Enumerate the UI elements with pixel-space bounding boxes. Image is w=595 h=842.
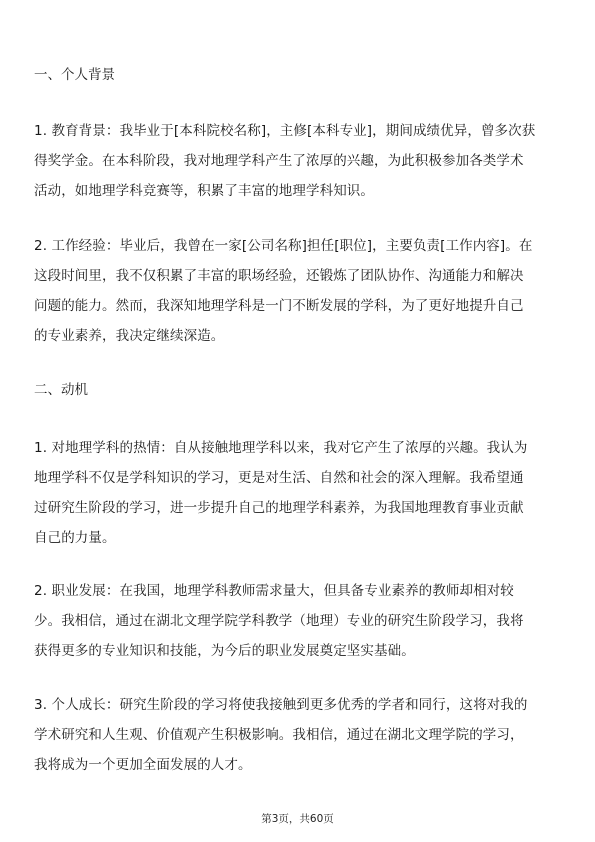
paragraph-passion-for-geography	[34, 433, 562, 553]
paragraph-line: 2. 职业发展：在我国，地理学科教师需求量大，但具备专业素养的教师却相对较	[34, 583, 514, 599]
paragraph-work-experience	[34, 231, 562, 351]
paragraph-line: 的专业素养，我决定继续深造。	[34, 328, 225, 344]
paragraph-line: 自己的力量。	[34, 530, 116, 546]
paragraph-personal-growth	[34, 690, 562, 780]
section-heading-motivation: 二、动机	[34, 382, 88, 398]
paragraph-line: 这段时间里，我不仅积累了丰富的职场经验，还锻炼了团队协作、沟通能力和解决	[34, 268, 524, 284]
paragraph-line: 1. 教育背景：我毕业于[本科院校名称]，主修[本科专业]，期间成绩优异，曾多次获	[34, 123, 536, 139]
page-number-footer: 第3页，共60页	[261, 813, 334, 825]
paragraph-line: 得奖学金。在本科阶段，我对地理学科产生了浓厚的兴趣，为此积极参加各类学术	[34, 153, 524, 169]
paragraph-line: 地理学科不仅是学科知识的学习，更是对生活、自然和社会的深入理解。我希望通	[34, 470, 524, 486]
section-heading-personal-background: 一、个人背景	[34, 67, 115, 83]
paragraph-career-development	[34, 576, 562, 666]
paragraph-line: 问题的能力。然而，我深知地理学科是一门不断发展的学科，为了更好地提升自己	[34, 298, 524, 314]
paragraph-line: 少。我相信，通过在湖北文理学院学科教学（地理）专业的研究生阶段学习，我将	[34, 613, 524, 629]
paragraph-line: 我将成为一个更加全面发展的人才。	[34, 757, 252, 773]
paragraph-line: 学术研究和人生观、价值观产生积极影响。我相信，通过在湖北文理学院的学习，	[34, 727, 524, 743]
paragraph-line: 获得更多的专业知识和技能，为今后的职业发展奠定坚实基础。	[34, 643, 415, 659]
paragraph-line: 2. 工作经验：毕业后，我曾在一家[公司名称]担任[职位]，主要负责[工作内容]。在	[34, 238, 533, 254]
paragraph-line: 3. 个人成长：研究生阶段的学习将使我接触到更多优秀的学者和同行，这将对我的	[34, 697, 528, 713]
paragraph-education-background	[34, 116, 562, 206]
paragraph-line: 1. 对地理学科的热情：自从接触地理学科以来，我对它产生了浓厚的兴趣。我认为	[34, 440, 528, 456]
paragraph-line: 活动，如地理学科竞赛等，积累了丰富的地理学科知识。	[34, 183, 374, 199]
paragraph-line: 过研究生阶段的学习，进一步提升自己的地理学科素养，为我国地理教育事业贡献	[34, 500, 524, 516]
